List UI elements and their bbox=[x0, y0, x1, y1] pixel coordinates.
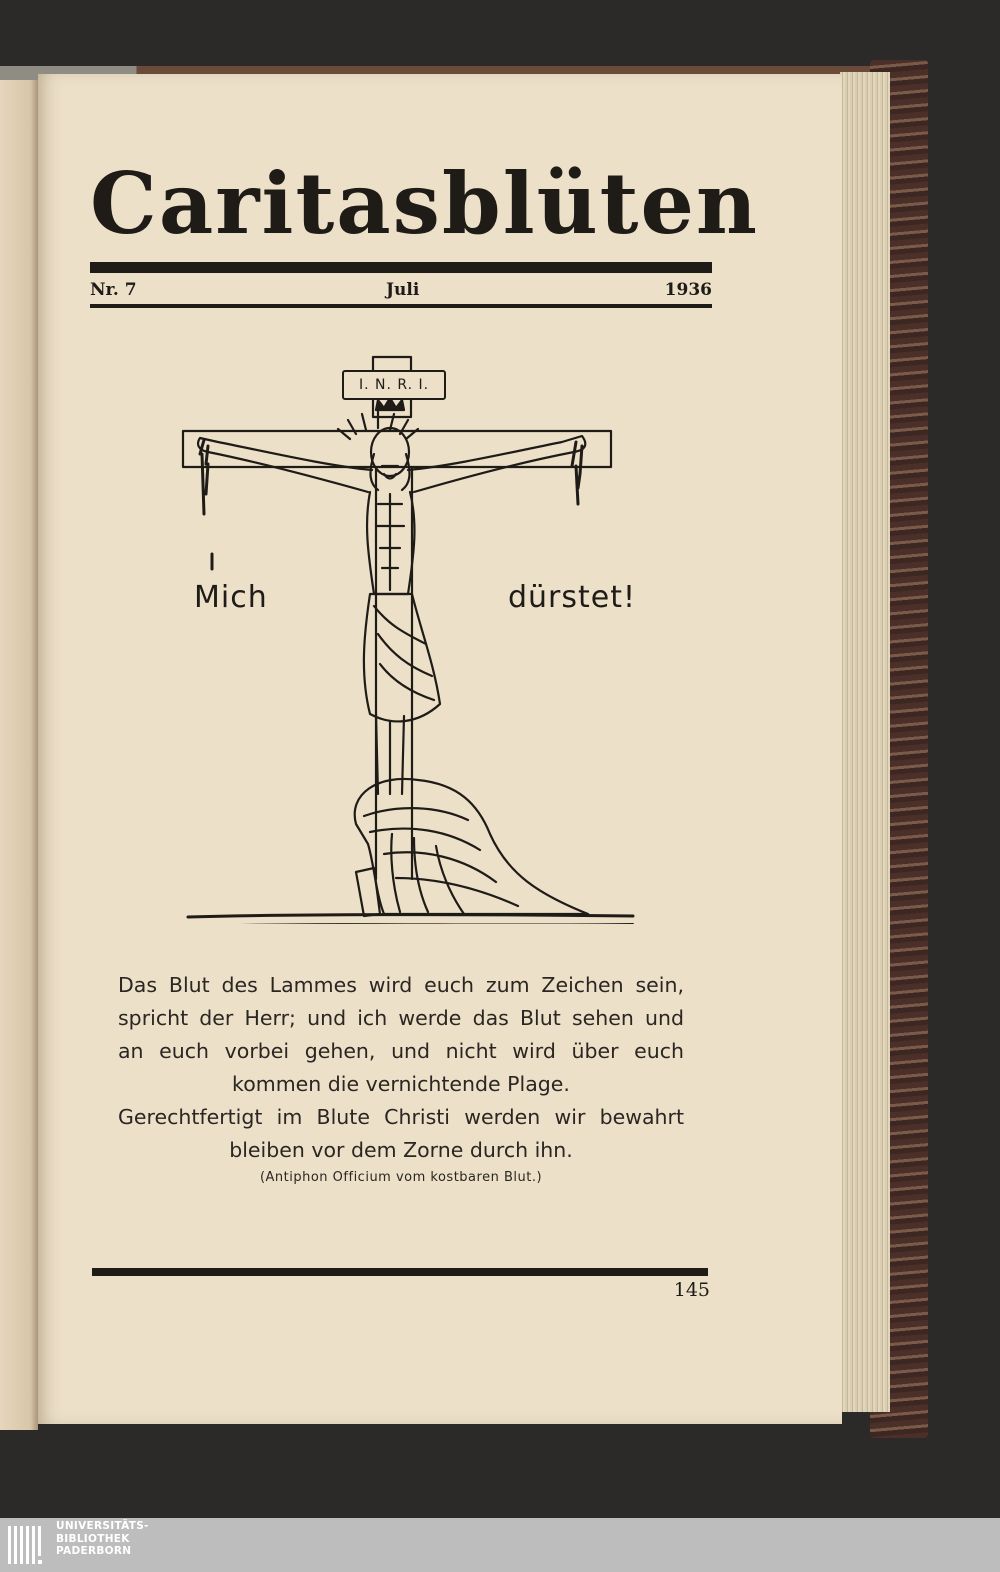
masthead-rule-thick bbox=[90, 262, 712, 273]
titulus-plaque bbox=[342, 370, 446, 400]
verse-source: (Antiphon Officium vom kostbaren Blut.) bbox=[259, 1170, 543, 1185]
library-name-line1: UNIVERSITÄTS- bbox=[56, 1520, 149, 1532]
issue-number: Nr. 7 bbox=[90, 280, 137, 300]
footer-rule bbox=[92, 1268, 708, 1276]
masthead-rule-thin bbox=[90, 304, 712, 308]
verse-line: Das Blut des Lammes wird euch zum Zeichen sein, bbox=[118, 973, 684, 997]
book-page bbox=[38, 74, 842, 1424]
library-name-line2: BIBLIOTHEK bbox=[56, 1532, 130, 1545]
page-stack bbox=[840, 72, 890, 1412]
verse-line: spricht der Herr; und ich werde das Blut sehen und bbox=[118, 1006, 684, 1030]
library-logo-icon bbox=[8, 1524, 50, 1572]
crucifixion-illustration bbox=[178, 354, 638, 928]
verse-line: bleiben vor dem Zorne durch ihn. bbox=[229, 1138, 573, 1162]
library-logo-text bbox=[56, 1520, 149, 1558]
verse-line: Gerechtfertigt im Blute Christi werden wir bewahrt bbox=[118, 1105, 684, 1129]
verse-text bbox=[118, 969, 684, 1167]
library-footer-bar bbox=[0, 1518, 1000, 1572]
titulus-text: I. N. R. I. bbox=[358, 377, 430, 393]
verse-line: kommen die vernichtende Plage. bbox=[232, 1072, 570, 1096]
page-number: 145 bbox=[673, 1279, 710, 1301]
library-name-line3: PADERBORN bbox=[56, 1545, 132, 1557]
masthead-title: Caritasblüten bbox=[90, 154, 760, 253]
caption-right: dürstet! bbox=[508, 580, 637, 615]
issue-month: Juli bbox=[386, 280, 420, 300]
verse-line: an euch vorbei gehen, und nicht wird über euch bbox=[118, 1039, 684, 1063]
issue-year: 1936 bbox=[664, 280, 712, 300]
caption-left: Mich bbox=[194, 580, 268, 615]
issue-row bbox=[90, 280, 712, 302]
left-page-edge bbox=[0, 80, 38, 1430]
